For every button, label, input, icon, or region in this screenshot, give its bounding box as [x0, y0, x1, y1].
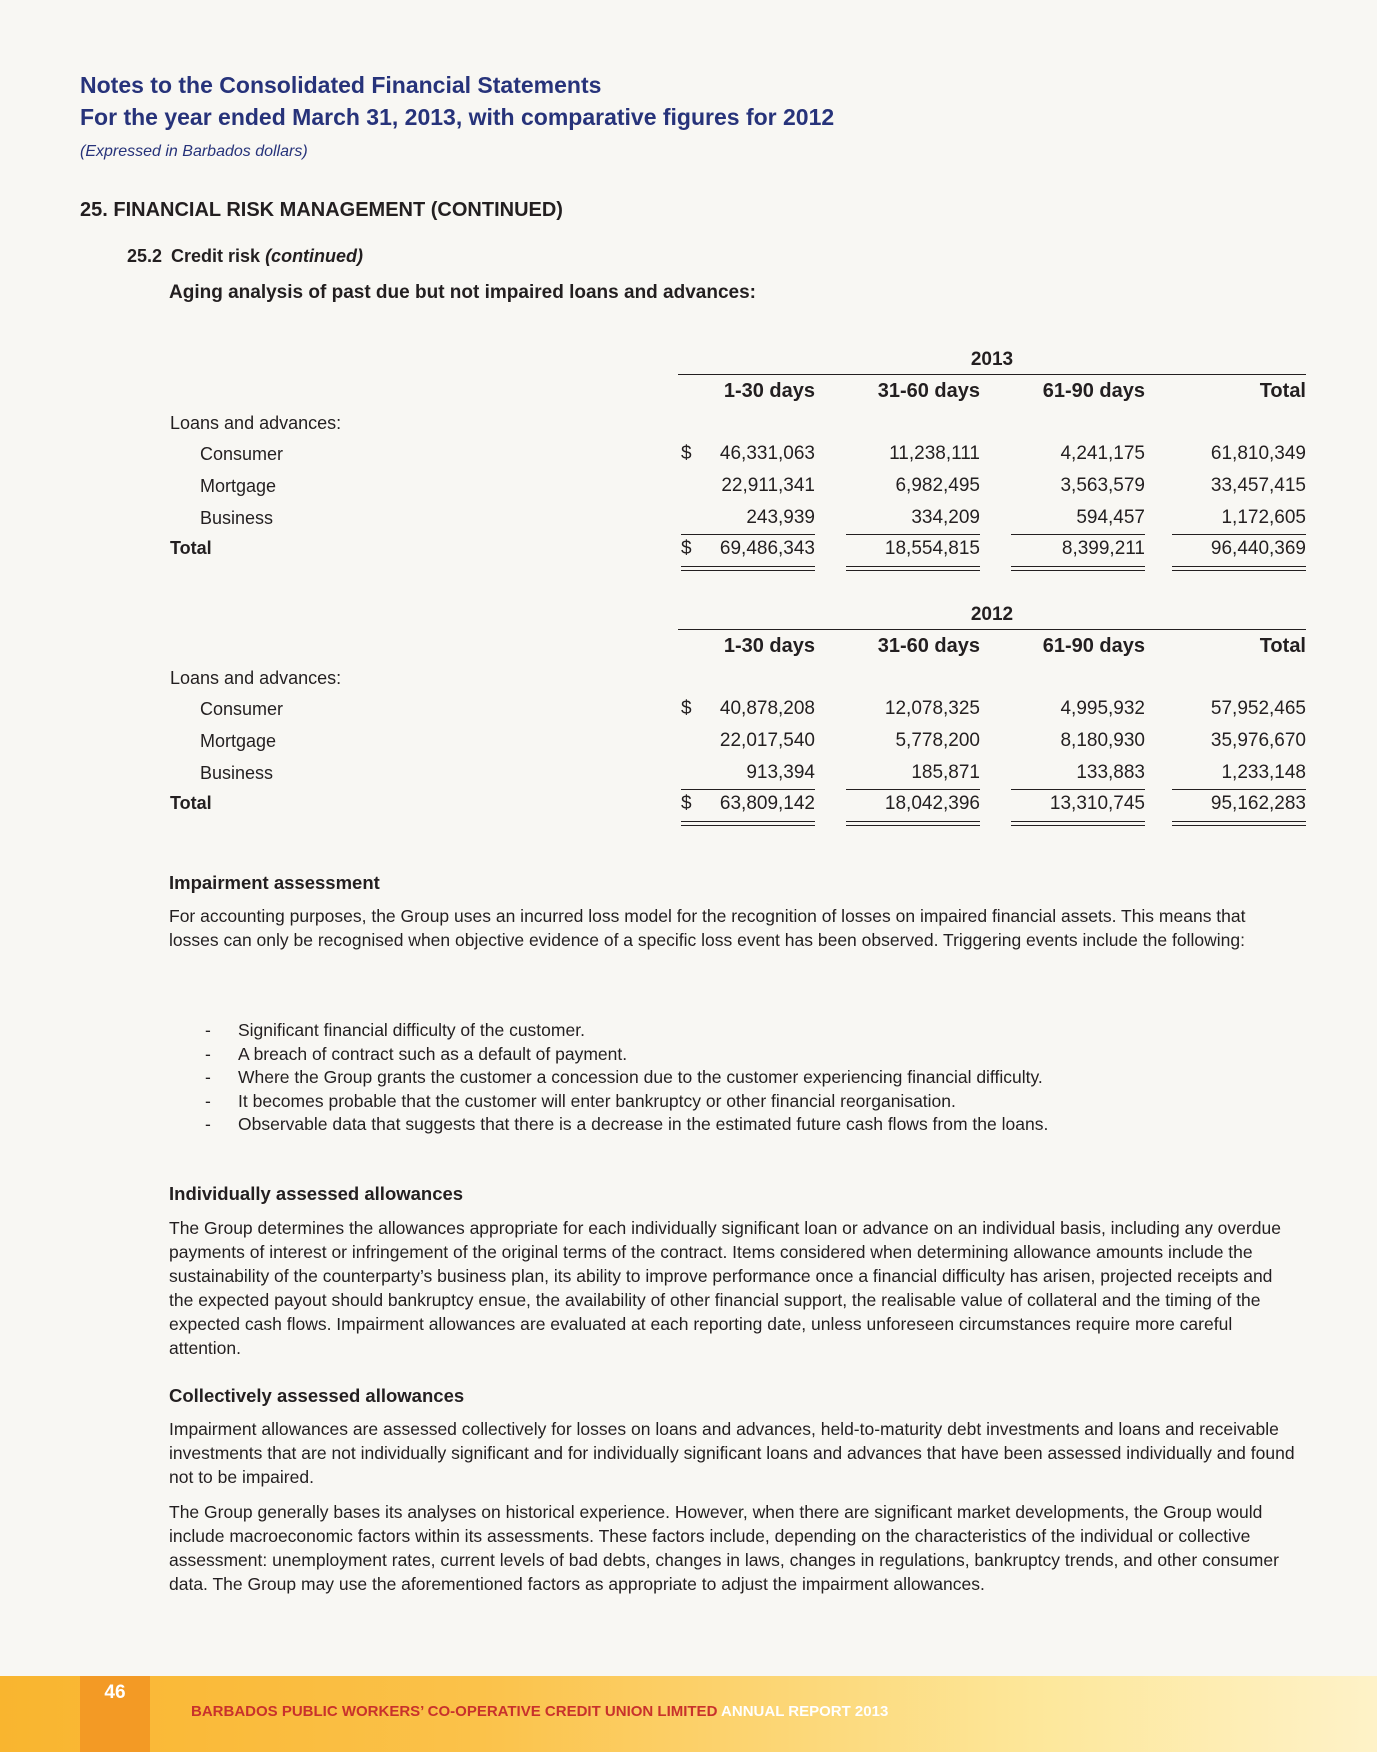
triggering-events-list: [205, 1019, 1048, 1137]
list-item: - Significant financial difficulty of the customer.: [205, 1019, 1048, 1043]
aging-analysis-title: Aging analysis of past due but not impaired loans and advances:: [169, 282, 756, 303]
row-label-consumer: Consumer: [200, 699, 284, 719]
column-header-total: Total: [1259, 380, 1306, 402]
year-rule: [678, 629, 1306, 630]
table-year: 2012: [970, 604, 1014, 625]
cell-business-1-30: 243,939: [746, 507, 815, 528]
cell-consumer-61-90: 4,995,932: [1060, 698, 1145, 719]
row-label-business: Business: [200, 763, 274, 783]
bullet-dash: -: [205, 1020, 211, 1040]
list-item: - Observable data that suggests that there is a decrease in the estimated future cash flows from the loans.: [205, 1113, 1048, 1137]
table-year: 2013: [970, 349, 1014, 370]
cell-business-31-60: 334,209: [911, 507, 980, 528]
cell-total-61-90: 13,310,745: [1049, 793, 1145, 814]
impairment-intro: For accounting purposes, the Group uses an incurred loss model for the recognition of losses on impaired financial assets. This means that losses can only be recognised when objective evidence of a specific loss event has been observed. Triggering events include the following:: [169, 906, 1246, 950]
row-label-total: Total: [170, 538, 212, 558]
currency-symbol: $: [681, 698, 692, 719]
cell-consumer-1-30: $ 40,878,208: [681, 698, 815, 719]
cell-mortgage-total: 35,976,670: [1210, 730, 1306, 751]
total-double-rule: [1172, 821, 1306, 826]
currency-symbol: $: [681, 793, 692, 814]
collective-allowances-text-1: Impairment allowances are assessed collectively for losses on loans and advances, held-to-maturity debt investments and loans and receivable investments that are not individually significant and for individually significant loans and advances that have been assessed individually and found not to be impaired.: [169, 1419, 1295, 1487]
cell-consumer-31-60: 11,238,111: [889, 443, 980, 464]
cell-business-total: 1,172,605: [1221, 507, 1306, 528]
cell-business-1-30: 913,394: [746, 762, 815, 783]
bullet-dash: -: [205, 1114, 211, 1134]
total-double-rule: [1011, 566, 1145, 571]
bullet-dash: -: [205, 1067, 211, 1087]
row-label-consumer: Consumer: [200, 444, 284, 464]
row-label-total: Total: [170, 793, 212, 813]
list-item: - Where the Group grants the customer a concession due to the customer experiencing financial difficulty.: [205, 1066, 1048, 1090]
impairment-heading: Impairment assessment: [169, 872, 380, 893]
total-double-rule: [1011, 821, 1145, 826]
cell-mortgage-61-90: 3,563,579: [1060, 475, 1145, 496]
subtotal-rule: [681, 789, 815, 790]
cell-total-31-60: 18,554,815: [884, 538, 980, 559]
year-rule: [678, 374, 1306, 375]
cell-consumer-61-90: 4,241,175: [1060, 443, 1145, 464]
individual-allowances-text: The Group determines the allowances appropriate for each individually significant loan or advance on an individual basis, including any overdue payments of interest or infringement of the original terms of the contract. Items considered when determining allowance amounts include the sustainability of the counterparty’s business plan, its ability to improve performance once a financial difficulty has arisen, projected receipts and the expected payout should bankruptcy ensue, the availability of other financial support, the realisable value of collateral and the timing of the expected cash flows. Impairment allowances are evaluated at each reporting date, unless unforeseen circumstances require more careful attention.: [169, 1218, 1281, 1358]
footer-text: [191, 1703, 888, 1720]
header-title-line1: Notes to the Consolidated Financial Statements: [80, 72, 602, 98]
footer-report: ANNUAL REPORT 2013: [721, 1703, 889, 1720]
cell-consumer-1-30: $ 46,331,063: [681, 443, 815, 464]
collective-allowances-text-2: The Group generally bases its analyses on historical experience. However, when there are significant market developments, the Group would include macroeconomic factors within its assessments. These factors include, depending on the characteristics of the individual or collective assessment: unemployment rates, current levels of bad debts, changes in laws, changes in regulations, bankruptcy trends, and other consumer data. The Group may use the aforementioned factors as appropriate to adjust the impairment allowances.: [169, 1502, 1279, 1594]
group-label: Loans and advances:: [170, 413, 342, 433]
cell-total-total: 96,440,369: [1210, 538, 1306, 559]
group-label: Loans and advances:: [170, 668, 342, 688]
row-label-mortgage: Mortgage: [200, 731, 277, 751]
cell-business-61-90: 594,457: [1076, 507, 1145, 528]
cell-consumer-31-60: 12,078,325: [884, 698, 980, 719]
cell-business-total: 1,233,148: [1221, 762, 1306, 783]
header-subtitle: (Expressed in Barbados dollars): [80, 143, 308, 160]
cell-business-61-90: 133,883: [1076, 762, 1145, 783]
individual-allowances-heading: Individually assessed allowances: [169, 1183, 464, 1204]
subsection-number: 25.2: [127, 246, 163, 266]
currency-symbol: $: [681, 538, 692, 559]
header-title-line2: For the year ended March 31, 2013, with comparative figures for 2012: [80, 104, 835, 130]
cell-mortgage-31-60: 6,982,495: [895, 475, 980, 496]
bullet-dash: -: [205, 1090, 211, 1111]
page-number: 46: [104, 1682, 126, 1703]
subsection-title: Credit risk: [171, 246, 261, 266]
section-title: 25. FINANCIAL RISK MANAGEMENT (CONTINUED): [80, 199, 563, 221]
subsection-suffix: (continued): [265, 246, 364, 266]
column-header-1-30: 1-30 days: [723, 635, 815, 657]
total-double-rule: [846, 821, 980, 826]
cell-consumer-total: 57,952,465: [1210, 698, 1306, 719]
subtotal-rule: [1011, 789, 1145, 790]
cell-total-1-30: $ 69,486,343: [681, 538, 815, 559]
subtotal-rule: [846, 534, 980, 535]
total-double-rule: [681, 821, 815, 826]
bullet-dash: -: [205, 1043, 211, 1064]
currency-symbol: $: [681, 443, 692, 464]
cell-consumer-total: 61,810,349: [1210, 443, 1306, 464]
cell-mortgage-31-60: 5,778,200: [895, 730, 980, 751]
column-header-61-90: 61-90 days: [1042, 380, 1145, 402]
column-header-1-30: 1-30 days: [723, 380, 815, 402]
total-double-rule: [1172, 566, 1306, 571]
footer-organization: BARBADOS PUBLIC WORKERS’ CO-OPERATIVE CREDIT UNION LIMITED: [191, 1703, 718, 1720]
cell-mortgage-total: 33,457,415: [1210, 475, 1306, 496]
cell-mortgage-1-30: 22,017,540: [719, 730, 815, 751]
cell-total-31-60: 18,042,396: [884, 793, 980, 814]
subtotal-rule: [1172, 789, 1306, 790]
column-header-total: Total: [1259, 635, 1306, 657]
cell-total-total: 95,162,283: [1210, 793, 1306, 814]
row-label-business: Business: [200, 508, 274, 528]
column-header-61-90: 61-90 days: [1042, 635, 1145, 657]
column-header-31-60: 31-60 days: [877, 635, 980, 657]
row-label-mortgage: Mortgage: [200, 476, 277, 496]
total-double-rule: [846, 566, 980, 571]
subtotal-rule: [846, 789, 980, 790]
column-header-31-60: 31-60 days: [877, 380, 980, 402]
subtotal-rule: [681, 534, 815, 535]
cell-total-1-30: $ 63,809,142: [681, 793, 815, 814]
cell-business-31-60: 185,871: [911, 762, 980, 783]
total-double-rule: [681, 566, 815, 571]
cell-total-61-90: 8,399,211: [1061, 538, 1145, 559]
subsection-heading: [127, 246, 363, 267]
subtotal-rule: [1011, 534, 1145, 535]
cell-mortgage-1-30: 22,911,341: [721, 475, 815, 496]
list-item: - A breach of contract such as a default of payment.: [205, 1043, 1048, 1067]
subtotal-rule: [1172, 534, 1306, 535]
collective-allowances-heading: Collectively assessed allowances: [169, 1385, 465, 1406]
list-item: - It becomes probable that the customer will enter bankruptcy or other financial reorganisation.: [205, 1090, 1048, 1114]
cell-mortgage-61-90: 8,180,930: [1060, 730, 1145, 751]
